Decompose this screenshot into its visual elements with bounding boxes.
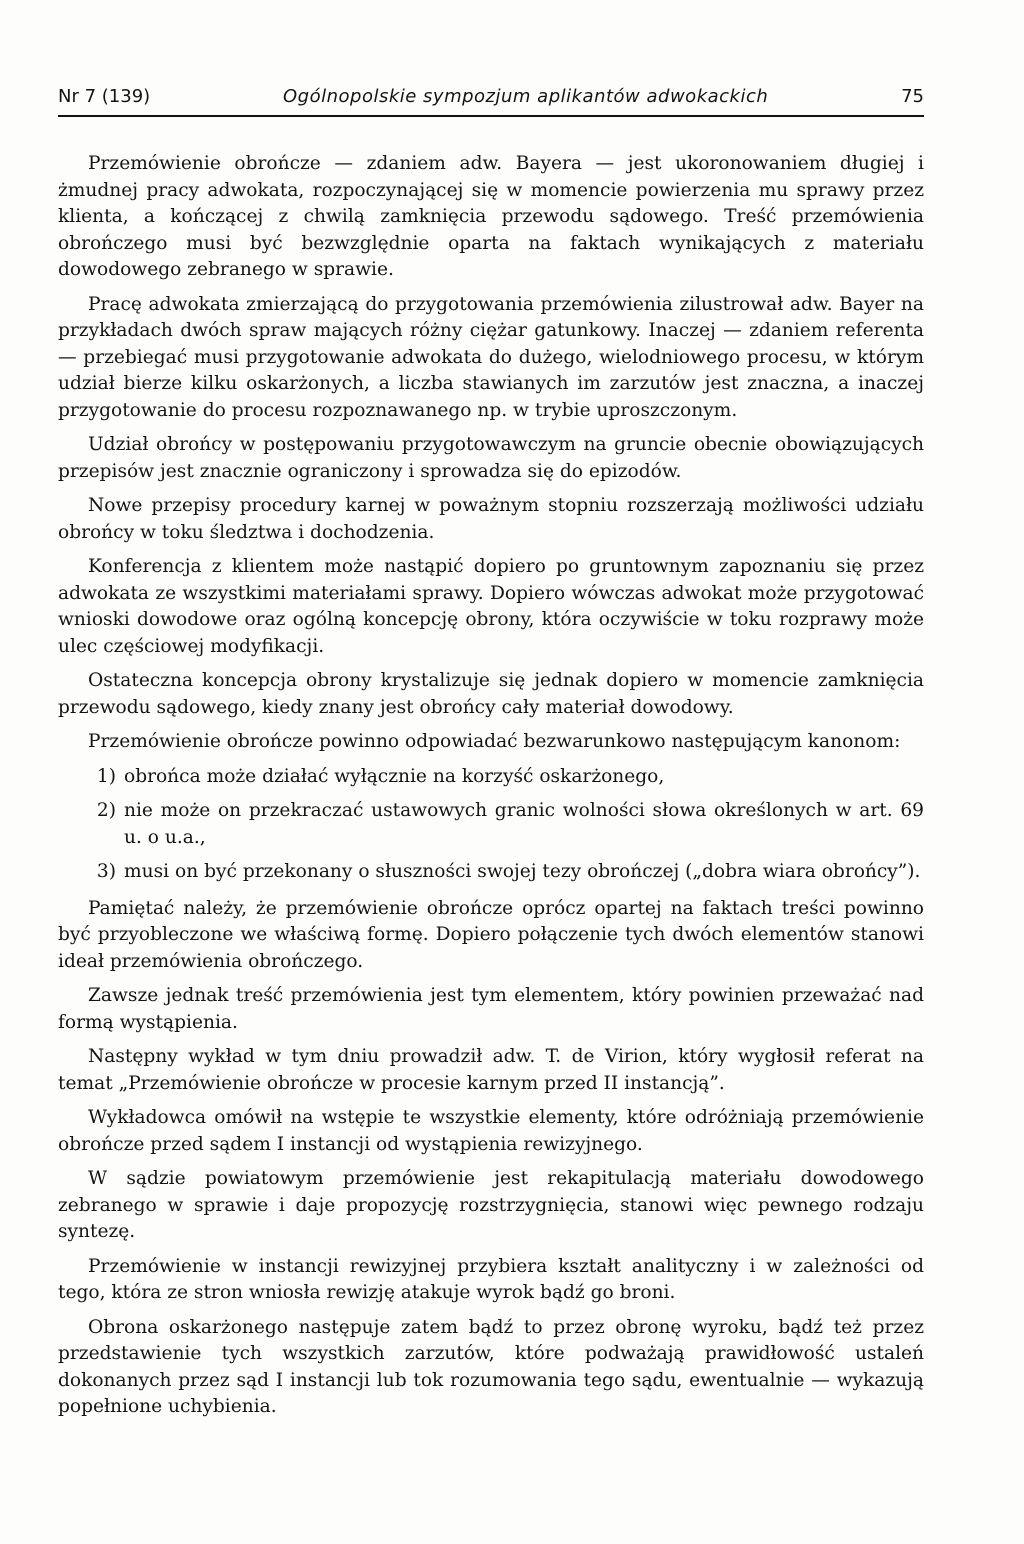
running-title: Ogólnopolskie sympozjum aplikantów adwokackich <box>282 86 769 107</box>
paragraph: Udział obrońcy w postępowaniu przygotowawczym na gruncie obecnie obowiązujących przepisów jest znacznie ograniczony i sprowadza się do epizodów. <box>58 434 924 482</box>
paragraph: Przemówienie w instancji rewizyjnej przybiera kształt analityczny i w zależności od tego, która ze stron wniosła rewizję atakuje wyrok bądź go broni. <box>58 1255 924 1303</box>
list-number: 1) <box>96 765 116 787</box>
list-number: 3) <box>96 861 116 882</box>
paragraph: Wykładowca omówił na wstępie te wszystkie elementy, które odróżniają przemówienie obrończe przed sądem I instancji od wystąpienia rewizyjnego. <box>58 1107 924 1155</box>
paragraph: W sądzie powiatowym przemówienie jest rekapitulacją materiału dowodowego zebranego w sprawie i daje propozycję rozstrzygnięcia, stanowi więc pewnego rodzaju syntezę. <box>58 1168 924 1242</box>
canons-list <box>58 764 924 886</box>
paragraph: Nowe przepisy procedury karnej w poważnym stopniu rozszerzają możliwości udziału obrońcy w toku śledztwa i dochodzenia. <box>58 495 924 543</box>
list-item <box>58 798 924 851</box>
paragraph: Ostateczna koncepcja obrony krystalizuje się jednak dopiero w momencie zamknięcia przewodu sądowego, kiedy znany jest obrońcy cały materiał dowodowy. <box>58 670 924 718</box>
list-item <box>58 764 924 791</box>
page-number: 75 <box>901 86 924 107</box>
list-text: nie może on przekraczać ustawowych granic wolności słowa określonych w art. 69 u. o u.a., <box>124 800 924 848</box>
list-number: 2) <box>96 800 116 821</box>
paragraph: Następny wykład w tym dniu prowadził adw. T. de Virion, który wygłosił referat na temat „Przemówienie obrończe w procesie karnym przed II instancją”. <box>58 1046 924 1094</box>
list-text: musi on być przekonany o słuszności swojej tezy obrończej („dobra wiara obrońcy”). <box>124 861 921 882</box>
paragraph: Zawsze jednak treść przemówienia jest tym elementem, który powinien przeważać nad formą wystąpienia. <box>58 985 924 1033</box>
article-body <box>58 151 924 1421</box>
list-text: obrońca może działać wyłącznie na korzyść oskarżonego, <box>124 765 665 787</box>
paragraph: Pamiętać należy, że przemówienie obrończe oprócz opartej na faktach treści powinno być przyobleczone we właściwą formę. Dopiero połączenie tych dwóch elementów stanowi ideał przemówienia obrończego. <box>58 897 924 972</box>
paragraph: Przemówienie obrończe powinno odpowiadać bezwarunkowo następującym kanonom: <box>88 731 901 752</box>
issue-number: Nr 7 (139) <box>58 86 151 107</box>
list-item <box>58 859 924 886</box>
paragraph: Pracę adwokata zmierzającą do przygotowania przemówienia zilustrował adw. Bayer na przykładach dwóch spraw mających różny ciężar gatunkowy. Inaczej — zdaniem referenta — przebiegać musi przygotowanie adwokata do dużego, wielodniowego procesu, w którym udział bierze kilku oskarżonych, a liczba stawianych im zarzutów jest znaczna, a inaczej przygotowanie do procesu rozpoznawanego np. w trybie uproszczonym. <box>58 293 924 421</box>
paragraph: Przemówienie obrończe — zdaniem adw. Bayera — jest ukoronowaniem długiej i żmudnej pracy adwokata, rozpoczynającej się w momencie powierzenia mu sprawy przez klienta, a kończącej z chwilą zamknięcia przewodu sądowego. Treść przemówienia obrończego musi być bezwzględnie oparta na faktach wynikających z materiału dowodowego zebranego w sprawie. <box>58 153 924 280</box>
paragraph: Konferencja z klientem może nastąpić dopiero po gruntownym zapoznaniu się przez adwokata ze wszystkimi materiałami sprawy. Dopiero wówczas adwokat może przygotować wnioski dowodowe oraz ogólną koncepcję obrony, która oczywiście w toku rozprawy może ulec częściowej modyfikacji. <box>58 556 924 657</box>
paragraph: Obrona oskarżonego następuje zatem bądź to przez obronę wyroku, bądź też przez przedstawienie tych wszystkich zarzutów, które podważają prawidłowość ustaleń dokonanych przez sąd I instancji lub tok rozumowania tego sądu, ewentualnie — wykazują popełnione uchybienia. <box>58 1316 924 1417</box>
running-header <box>58 86 924 117</box>
